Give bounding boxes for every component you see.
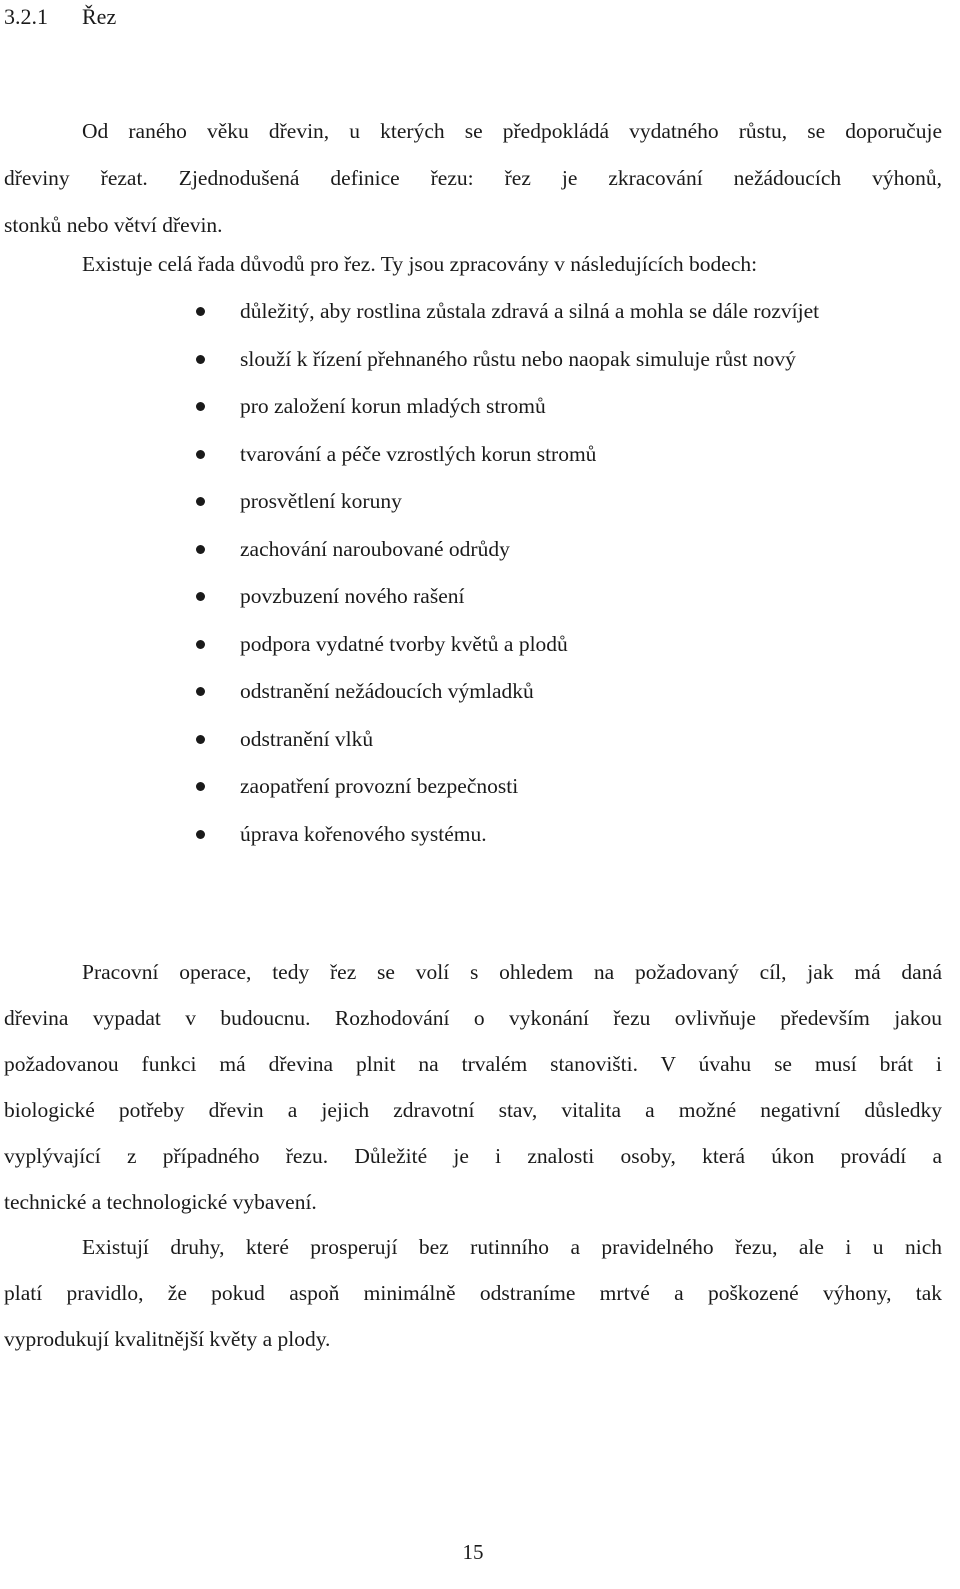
bullet-icon [196,497,205,506]
list-item [0,621,942,669]
bullet-icon [196,450,205,459]
list-item-text: tvarování a péče vzrostlých korun stromů [240,441,597,466]
bullet-icon [196,307,205,316]
list-item [0,573,942,621]
reasons-intro: Existuje celá řada důvodů pro řez. Ty jsou zpracovány v následujících bodech: [82,252,758,276]
intro-line: dřeviny řezat. Zjednodušená definice řezu: řez je zkracování nežádoucích výhonů, [4,166,942,190]
list-item [0,288,942,336]
list-item-text: úprava kořenového systému. [240,821,487,846]
paragraph-line: biologické potřeby dřevin a jejich zdravotní stav, vitalita a možné negativní důsledky [4,1098,942,1122]
page-number: 15 [462,1540,484,1564]
list-item-text: odstranění vlků [240,726,374,751]
list-item [0,668,942,716]
intro-line: stonků nebo větví dřevin. [4,213,223,237]
intro-paragraph [4,108,942,249]
list-item [0,383,942,431]
list-item-text: zaopatření provozní bezpečnosti [240,774,519,798]
paragraph-line: vyplývající z případného řezu. Důležité je i znalosti osoby, která úkon provádí a [4,1144,942,1168]
paragraph-line: požadovanou funkci má dřevina plnit na trvalém stanovišti. V úvahu se musí brát i [4,1052,942,1076]
bullet-icon [196,592,205,601]
bullet-icon [196,687,205,696]
paragraph-line: vyprodukují kvalitnější květy a plody. [4,1327,331,1351]
section-heading [4,4,116,30]
species-paragraph [4,1224,942,1362]
paragraph-line: Existují druhy, které prosperují bez rutinního a pravidelného řezu, ale i u nich [82,1235,942,1259]
list-item [0,811,942,859]
list-item [0,763,942,811]
operations-paragraph [4,949,942,1225]
list-item-text: povzbuzení nového rašení [240,584,465,608]
list-item [0,716,942,764]
bullet-icon [196,640,205,649]
list-item-text: podpora vydatné tvorby květů a plodů [240,631,568,656]
list-item-text: zachování naroubované odrůdy [240,536,510,561]
paragraph-line: dřevina vypadat v budoucnu. Rozhodování o vykonání řezu ovlivňuje především jakou [4,1006,942,1030]
bullet-icon [196,545,205,554]
paragraph-line: Pracovní operace, tedy řez se volí s ohledem na požadovaný cíl, jak má daná [82,960,942,984]
list-item [0,478,942,526]
bullet-icon [196,355,205,364]
list-item-text: prosvětlení koruny [240,489,402,513]
list-item [0,526,942,574]
paragraph-line: platí pravidlo, že pokud aspoň minimálně odstraníme mrtvé a poškozené výhony, tak [4,1281,942,1305]
section-title: Řez [82,4,117,29]
reasons-list [0,288,942,858]
paragraph-line: technické a technologické vybavení. [4,1190,317,1214]
list-item [0,431,942,479]
list-item-text: důležitý, aby rostlina zůstala zdravá a silná a mohla se dále rozvíjet [240,299,820,323]
list-item [0,336,942,384]
bullet-icon [196,830,205,839]
intro-line: Od raného věku dřevin, u kterých se předpokládá vydatného růstu, se doporučuje [82,119,942,143]
bullet-icon [196,735,205,744]
bullet-icon [196,782,205,791]
section-number: 3.2.1 [4,4,48,29]
list-item-text: odstranění nežádoucích výmladků [240,679,534,703]
bullet-icon [196,402,205,411]
list-item-text: pro založení korun mladých stromů [240,394,546,418]
list-item-text: slouží k řízení přehnaného růstu nebo naopak simuluje růst nový [240,346,796,371]
